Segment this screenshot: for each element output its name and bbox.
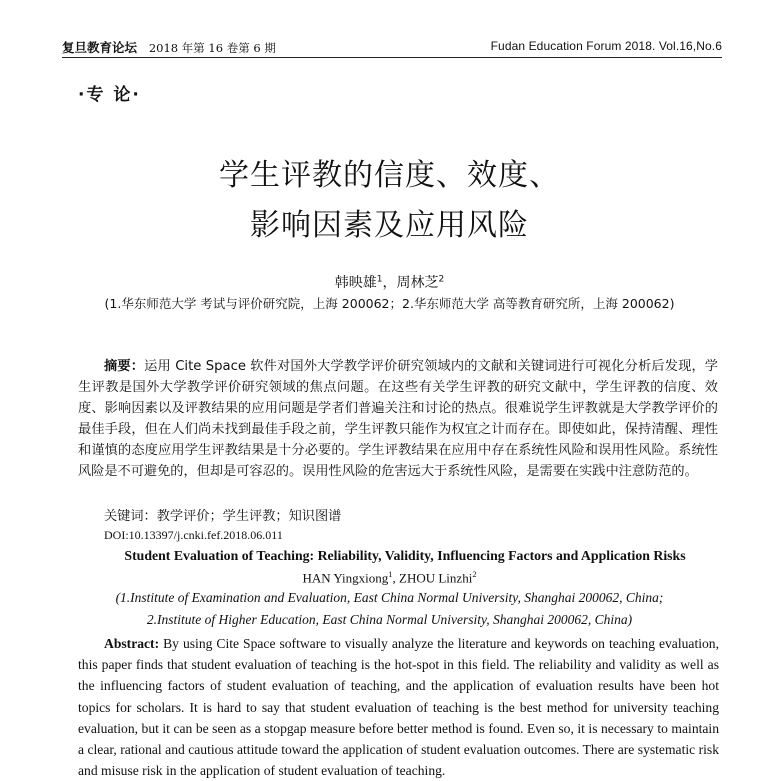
abstract-cn (78, 356, 718, 482)
article-title-en: Student Evaluation of Teaching: Reliability, Validity, Influencing Factors and Application Risks (124, 548, 686, 563)
issue-info: 2018 年第 16 卷第 6 期 (148, 41, 276, 55)
author-1-affil-mark: 1 (376, 274, 383, 285)
author-1-en: HAN Yingxiong (302, 570, 389, 586)
authors-en (0, 569, 779, 586)
article-title-line-1: 学生评教的信度、效度、 (219, 158, 560, 193)
author-en-separator: , (392, 570, 400, 586)
keywords-cn: 关键词：教学评价；学生评教；知识图谱 (104, 509, 342, 524)
author-1-en-affil-mark: 1 (388, 569, 393, 579)
affiliation-cn: (1.华东师范大学 考试与评价研究院，上海 200062；2.华东师范大学 高等教育研究所，上海 200062) (104, 296, 675, 311)
author-separator: ， (382, 275, 397, 291)
author-2: 周林芝 (396, 275, 439, 291)
header-rule (62, 57, 722, 58)
abstract-cn-label: 摘要： (104, 359, 145, 374)
abstract-cn-text: 运用 Cite Space 软件对国外大学教学评价研究领域内的文献和关键词进行可视化分析后发现，学生评教是国外大学教学评价研究领域的焦点问题。在这些有关学生评教的研究文献中，学生评教的信度、效度、影响因素以及评教结果的应用问题是学者们普遍关注和讨论的热点。很难说学生评教就是大学教学评价的最佳手段，但在人们尚未找到最佳手段之前，学生评教只能作为权宜之计而存在。即使如此，保持清醒、理性和谨慎的态度应用学生评教结果是十分必要的。学生评教结果在应用中存在系统性风险和误用性风险。系统性风险是不可避免的，但却是可容忍的。误用性风险的危害远大于系统性风险，是需要在实践中注意防范的。 (78, 359, 718, 479)
journal-name: 复旦教育论坛 (62, 40, 138, 55)
abstract-en-label: Abstract: (104, 636, 160, 651)
doi: DOI:10.13397/j.cnki.fef.2018.06.011 (104, 528, 283, 542)
article-title-line-2: 影响因素及应用风险 (250, 208, 529, 243)
column-label: ·专 论· (78, 85, 141, 105)
affiliation-en-line-2: 2.Institute of Higher Education, East China Normal University, Shanghai 200062, China) (146, 612, 633, 627)
author-2-affil-mark: 2 (438, 274, 445, 285)
author-2-en-affil-mark: 2 (472, 569, 477, 579)
running-header (62, 38, 722, 56)
header-left (62, 38, 276, 56)
abstract-en-text: By using Cite Space software to visually analyze the literature and keywords on teaching evaluation, this paper finds that student evaluation of teaching is the hot-spot in this field. The reliability and validity as well as the influencing factors of student evaluation of teaching, and the application of evaluation results have been hot topics for scholars. It is hard to say that student evaluation of teaching is the best method for university teaching evaluation, but it can be seen as a stopgap measure before better method is found. Even so, it is necessary to maintain a clear, rational and cautious attitude toward the application of student evaluation outcomes. There are systematic risk and misuse risk in the application of student evaluation of teaching. (78, 636, 719, 779)
author-1: 韩映雄 (334, 275, 377, 291)
journal-name-en: Fudan Education Forum 2018. Vol.16,No.6 (490, 39, 722, 53)
author-2-en: ZHOU Linzhi (399, 570, 473, 586)
affiliation-en-line-1: (1.Institute of Examination and Evaluation, East China Normal University, Shanghai 200062, China; (115, 590, 664, 605)
authors-cn (0, 272, 779, 292)
abstract-en (78, 633, 719, 781)
